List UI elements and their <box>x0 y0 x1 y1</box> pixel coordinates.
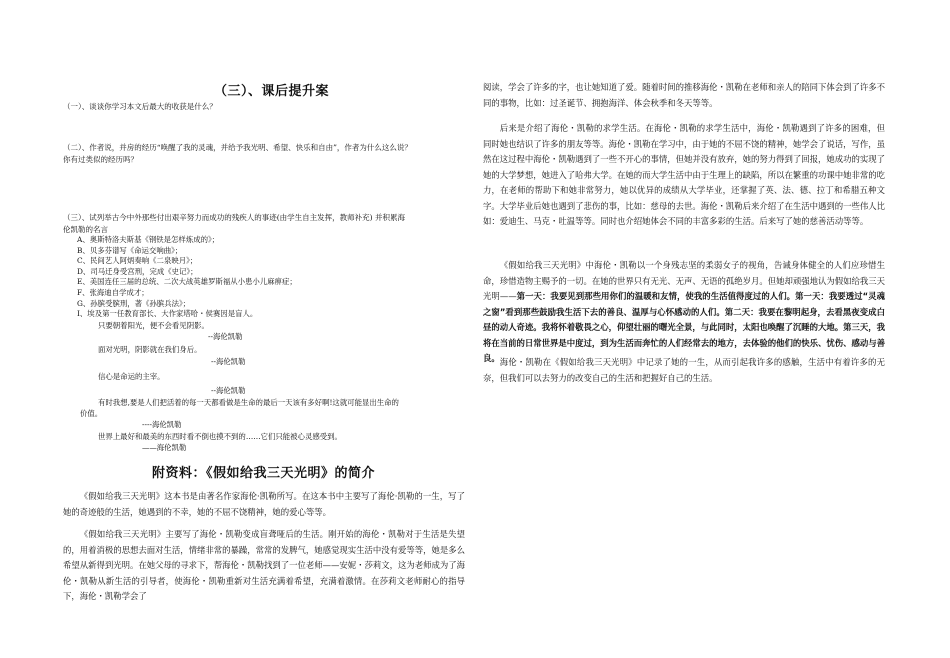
quote-2: 面对光明，阴影就在我们身后。 <box>98 345 202 354</box>
question-2-line-2: 你有过类似的经历吗？ <box>63 155 138 164</box>
quote-4-line-1: 有时我想,要是人们把活着的每一天都看做是生命的最后一天该有多好啊!这就可能显出生命的 <box>98 398 399 407</box>
right-paragraph-2: 后来是介绍了海伦・凯勒的求学生活。在海伦・凯勒的求学生活中，海伦・凯勒遇到了许多的困难，但同时她也结识了许多的朋友等等。海伦・凯勒在学习中，由于她的不屈不饶的精神，她学会了说话，写作，虽然在这过程中海伦・凯勒遇到了一些不开心的事情，但她并没有放弃，她的努力得到了回报，她成功的实现了她的大学梦想，她进入了哈弗大学。在她的而大学生活中由于生理上的缺陷，所以在繁重的功课中她非常的吃力，在老师的帮助下和她非常努力，她以优异的成绩从大学毕业，还掌握了英、法、德、拉丁和希腊五种文字。大学毕业后她也遇到了悲伤的事，比如：慈母的去世。海伦・凯勒后来介绍了在生活中遇到的一些伟人比如：爱迪生、马克・吐温等等。同时也介绍她体会不同的丰富多彩的生活。后来写了她的慈善活动等等。 <box>483 123 885 226</box>
intro-paragraph: 《假如给我三天光明》这本书是由著名作家海伦·凯勒所写。在这本书中主要写了海伦·凯勒的一生，写了她的奇迹般的生活，她遇到的不幸，她的不屈不饶精神，她的爱心等等。 <box>63 491 465 517</box>
summary-paragraph: 《假如给我三天光明》主要写了海伦・凯勒变成盲聋哑后的生活。刚开始的海伦・凯勒对于生活是失望的，用着消极的思想去面对生活，情绪非常的暴躁，常常的发脾气，她感觉现实生活中没有爱等等，她是多么希望从新得到光明。在她父母的寻求下，帮海伦・凯勒找到了一位老师——安妮・莎莉文，这为老师成为了海伦・凯勒从新生活的引导者，使海伦・凯勒重新对生活充满着希望，充满着激情。在莎莉文老师耐心的指导下，海伦・凯勒学会了 <box>63 529 465 601</box>
list-item: C、民间艺人阿炳奏响《二泉映月》； <box>77 256 198 266</box>
three-days-highlight: 第一天：我要见到那些用你们的温暖和友情，使我的生活值得度过的人们。第一天：我要透过“灵魂之窗”看到那些鼓励我生活下去的善良、温厚与心怀感动的人们。第二天：我要在黎明起身，去看黑夜变成白昼的动人奇迹。我将怀着敬畏之心，仰望壮丽的曙光全景，与此同时，太阳也唤醒了沉睡的大地。第三天，我将在当前的日常世界是中度过，到为生活而奔忙的人们经常去的地方，去体验的他们的快乐、忧伤、感动与善良。 <box>483 291 885 363</box>
quote-1-attribution: --海伦凯勒 <box>208 332 243 341</box>
list-item: F、张海迪自学成才； <box>77 287 149 297</box>
quote-3: 信心是命运的主宰。 <box>98 372 165 381</box>
right-paragraph-4: 海伦・凯勒在《假如给我三天光明》中记录了她的一生，从而引起我许多的感触，生活中有着许多的无奈，但我们可以去努力的改变自己的生活和把握好自己的生活。 <box>483 357 885 383</box>
question-2-line-1: （二）、作者说，并房的经历“唤醒了我的灵魂，并给予我光明、希望、快乐和自由”，作者为什么这么说？ <box>63 143 412 152</box>
section-title: （三）、课后提升案 <box>214 84 330 99</box>
appendix-title: 附资料：《假如给我三天光明》的简介 <box>152 466 376 481</box>
quote-3-attribution: --海伦凯勒 <box>211 386 246 395</box>
list-item: G、孙膑受膑刑，著《孙膑兵法》； <box>77 298 191 308</box>
question-3-line-1: （三）、试列举古今中外那些付出艰辛努力而成功的残疾人的事迹(由学生自主发挥，教师补充) 并积累海 <box>63 213 405 222</box>
quote-1: 只要朝着阳光，便不会看见阴影。 <box>98 321 209 330</box>
list-item: D、司马迁身受宫刑，完成《史记》； <box>77 266 198 276</box>
quote-4-attribution: ----海伦凯勒 <box>142 420 182 429</box>
list-item: B、贝多芬谱写《命运交响曲》； <box>77 245 183 255</box>
question-1: （一）、谈谈你学习本文后最大的收获是什么？ <box>63 102 217 111</box>
list-item: E、美国连任三届的总统、二次大战英雄罗斯福从小患小儿麻痹症； <box>77 277 297 287</box>
achievement-list <box>77 235 437 320</box>
paragraph-text: 《假如给我三天光明》中海伦・凯勒以一个身残志坚的柔弱女子的视角，告诫身体健全的人们应珍惜生命，珍惜造物主赐予的一切。在她的世界只有无光、无声、无语的孤绝岁月。但她却顽强地认为假如给我三天光明—— <box>483 260 885 301</box>
quote-4-line-2: 价值。 <box>80 409 103 418</box>
quote-5-attribution: ——海伦凯勒 <box>142 443 187 452</box>
right-paragraph-1: 阅读，学会了许多的字，也让她知道了爱。随着时间的推移海伦・凯勒在老师和亲人的陪同下体会到了许多不同的事物，比如：过圣诞节、拥抱海洋、体会秋季和冬天等等。 <box>483 82 885 108</box>
question-3-line-2: 伦凯勒的名言 <box>63 225 108 234</box>
list-item: I、埃及第一任教育部长、大作家塔哈・侯赛因是盲人。 <box>77 309 258 319</box>
list-item: A、奥斯特洛夫斯基《钢铁是怎样炼成的》； <box>77 235 220 244</box>
quote-5: 世界上最好和最美的东西时看不倒也摸不到的……它们只能被心灵感受到。 <box>98 432 342 441</box>
right-paragraph-3 <box>483 258 885 367</box>
quote-2-attribution: --海伦凯勒 <box>211 357 246 366</box>
